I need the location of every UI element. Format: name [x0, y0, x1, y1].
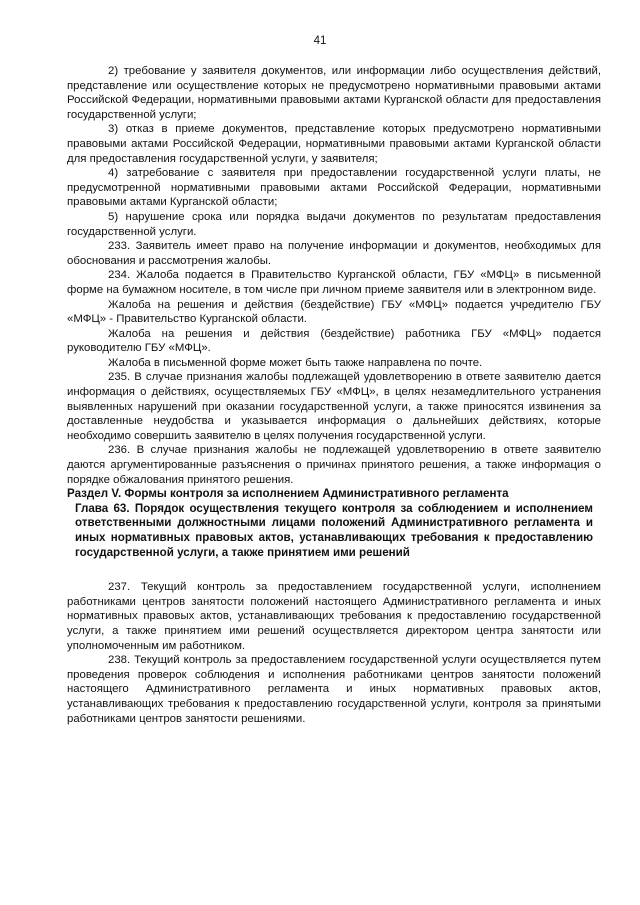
section-title: Раздел V. Формы контроля за исполнением Административного регламента [67, 487, 509, 501]
paragraph-236: 236. В случае признания жалобы не подлежащей удовлетворению в ответе заявителю даются аргументированные разъяснения о причинах принятого решения, а также информация о порядке обжалования принятого решения. [67, 444, 601, 486]
page-number: 41 [313, 35, 327, 47]
paragraph-item-3: 3) отказ в приеме документов, представление которых предусмотрено нормативными правовыми актами Российской Федерации, нормативными правовыми актами Курганской области для предоставления государственной услуги, у заявителя; [67, 123, 601, 165]
paragraph-item-4: 4) затребование с заявителя при предоставлении государственной услуги платы, не предусмотренной нормативными правовыми актами Российской Федерации, нормативными правовыми актами Курганской области; [67, 167, 601, 209]
paragraph-complaint-mfc: Жалоба на решения и действия (бездействие) ГБУ «МФЦ» подается учредителю ГБУ «МФЦ» - Правительство Курганской области. [67, 298, 601, 326]
paragraph-234: 234. Жалоба подается в Правительство Курганской области, ГБУ «МФЦ» в письменной форме на бумажном носителе, в том числе при личном приеме заявителя или в электронном виде. [67, 269, 601, 296]
paragraph-item-5: 5) нарушение срока или порядка выдачи документов по результатам предоставления государственной услуги. [67, 210, 601, 238]
paragraph-complaint-mail: Жалоба в письменной форме может быть также направлена по почте. [108, 356, 483, 369]
paragraph-complaint-worker: Жалоба на решения и действия (бездействие) работника ГБУ «МФЦ» подается руководителю ГБУ «МФЦ». [67, 327, 601, 355]
paragraph-237: 237. Текущий контроль за предоставлением государственной услуги, исполнением работниками центров занятости положений настоящего Административного регламента и иных нормативных правовых актов, устанавливающих требования к предоставлению государственной услуги, а также принятием ими решений осуществляется директором центра занятости или уполномоченным им работником. [67, 581, 601, 652]
paragraph-item-2: 2) требование у заявителя документов, или информации либо осуществления действий, представление или осуществление которых не предусмотрено нормативными правовыми актами Российской Федерации, нормативными правовыми актами Курганской области для предоставления государственной услуги; [67, 65, 601, 121]
document-body [67, 64, 601, 726]
paragraph-238: 238. Текущий контроль за предоставлением государственной услуги осуществляется путем проведения проверок соблюдения и исполнения работниками центров занятости положений настоящего Административного регламента и иных нормативных правовых актов, устанавливающих требования к предоставлению государственной услуги, контроля за принятыми работниками центров занятости решениями. [67, 654, 601, 725]
paragraph-233: 233. Заявитель имеет право на получение информации и документов, необходимых для обоснования и рассмотрения жалобы. [67, 240, 601, 267]
chapter-title: Глава 63. Порядок осуществления текущего контроля за соблюдением и исполнением ответственными должностными лицами положений Административного регламента и иных нормативных правовых актов, устанавливающих требования к предоставлению государственной услуги, а также принятием ими решений [75, 501, 593, 559]
paragraph-235: 235. В случае признания жалобы подлежащей удовлетворению в ответе заявителю дается информация о действиях, осуществляемых ГБУ «МФЦ», в целях незамедлительного устранения выявленных нарушений при оказании государственной услуги, а также приносятся извинения за доставленные неудобства и указывается информация о дальнейших действиях, которые необходимо совершить заявителю в целях получения государственной услуги. [67, 371, 601, 442]
